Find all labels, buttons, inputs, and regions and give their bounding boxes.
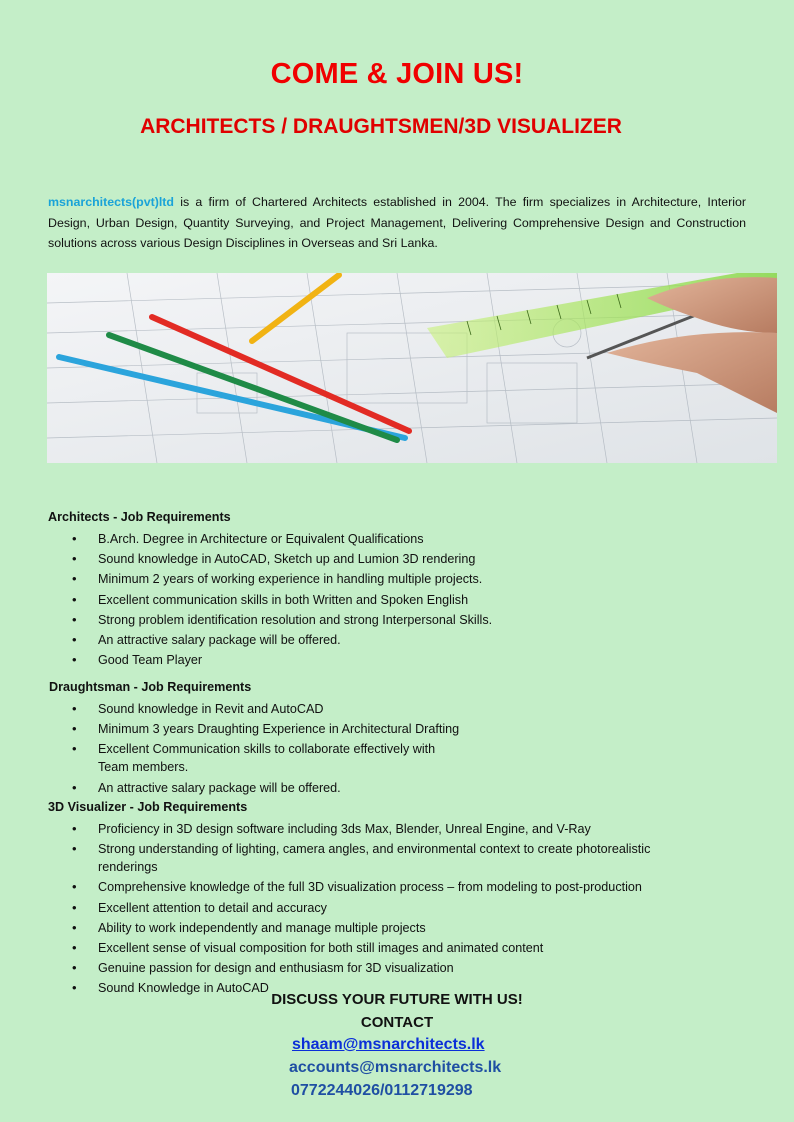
visualizer-title: 3D Visualizer - Job Requirements bbox=[48, 800, 248, 814]
email-shaam-link[interactable]: shaam@msnarchitects.lk bbox=[292, 1036, 485, 1053]
list-item: • Comprehensive knowledge of the full 3D visualization process – from modeling to post-production bbox=[48, 878, 748, 896]
list-item: • Sound Knowledge in AutoCAD bbox=[48, 979, 748, 997]
list-item: • Minimum 3 years Draughting Experience in Architectural Drafting bbox=[48, 720, 748, 738]
list-item: • Ability to work independently and manage multiple projects bbox=[48, 919, 748, 937]
list-item: • Strong understanding of lighting, camera angles, and environmental context to create photorealistic renderings bbox=[48, 840, 698, 876]
visualizer-section bbox=[48, 800, 748, 1000]
list-item: • Sound knowledge in AutoCAD, Sketch up and Lumion 3D rendering bbox=[48, 550, 748, 568]
architects-section bbox=[48, 510, 748, 671]
list-item: • Excellent Communication skills to collaborate effectively with Team members. bbox=[48, 740, 458, 776]
page-title: COME & JOIN US! bbox=[270, 58, 524, 90]
list-item: • Excellent communication skills in both Written and Spoken English bbox=[48, 591, 748, 609]
list-item: • Excellent attention to detail and accuracy bbox=[48, 899, 748, 917]
architects-title: Architects - Job Requirements bbox=[48, 510, 231, 524]
list-item: • Sound knowledge in Revit and AutoCAD bbox=[48, 700, 748, 718]
drawing-plan-illustration bbox=[47, 273, 777, 463]
list-item: • B.Arch. Degree in Architecture or Equivalent Qualifications bbox=[48, 530, 748, 548]
discuss-heading: DISCUSS YOUR FUTURE WITH US! bbox=[271, 991, 523, 1008]
list-item: • An attractive salary package will be offered. bbox=[48, 779, 748, 797]
list-item: • An attractive salary package will be offered. bbox=[48, 631, 748, 649]
visualizer-list bbox=[48, 820, 748, 997]
list-item: • Good Team Player bbox=[48, 651, 748, 669]
page-subtitle: ARCHITECTS / DRAUGHTSMEN/3D VISUALIZER bbox=[140, 115, 622, 138]
list-item: • Genuine passion for design and enthusiasm for 3D visualization bbox=[48, 959, 748, 977]
draughtsman-section bbox=[48, 680, 748, 799]
intro-text: is a firm of Chartered Architects established in 2004. The firm specializes in Architecture, Interior Design, Urban Design, Quantity Surveying, and Project Management, Delivering Comprehensive Design and Construction solutions across various Design Disciplines in Overseas and Sri Lanka. bbox=[48, 195, 746, 250]
hero-image bbox=[47, 273, 777, 463]
list-item: • Excellent sense of visual composition for both still images and animated content bbox=[48, 939, 748, 957]
list-item: • Strong problem identification resolution and strong Interpersonal Skills. bbox=[48, 611, 748, 629]
list-item: • Proficiency in 3D design software including 3ds Max, Blender, Unreal Engine, and V-Ray bbox=[48, 820, 748, 838]
architects-list bbox=[48, 530, 748, 669]
contact-label: CONTACT bbox=[360, 1014, 434, 1031]
intro-paragraph bbox=[48, 192, 746, 254]
email-accounts: accounts@msnarchitects.lk bbox=[289, 1059, 502, 1076]
draughtsman-list bbox=[48, 700, 748, 797]
list-item: • Minimum 2 years of working experience in handling multiple projects. bbox=[48, 570, 748, 588]
brand-name: msnarchitects(pvt)ltd bbox=[48, 195, 174, 209]
draughtsman-title: Draughtsman - Job Requirements bbox=[49, 680, 252, 694]
phone-numbers: 0772244026/0112719298 bbox=[291, 1082, 473, 1099]
